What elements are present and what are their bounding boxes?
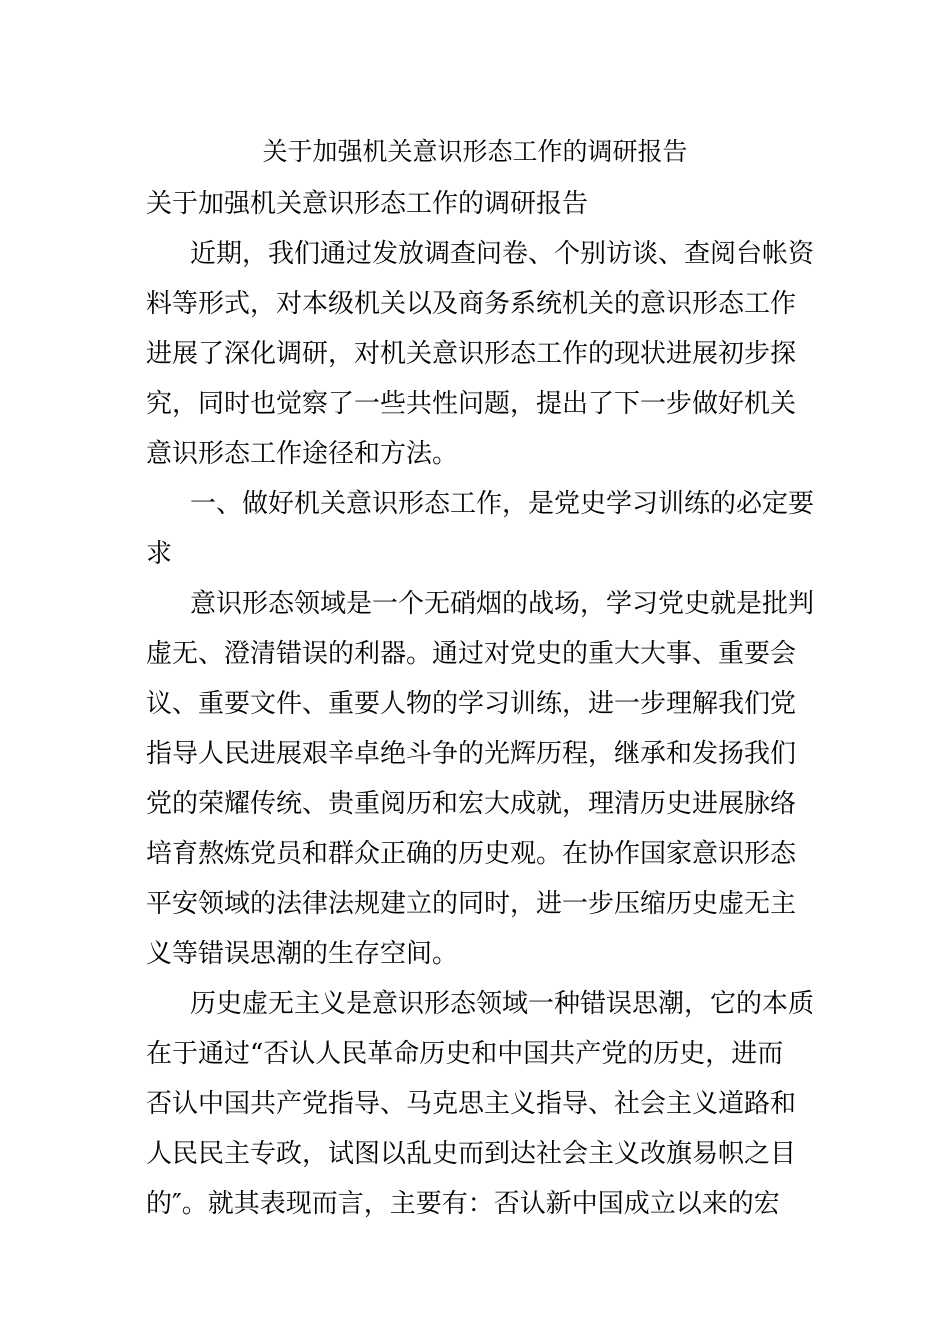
text-line: 培育熬炼党员和群众正确的历史观。在协作国家意识形态 bbox=[146, 839, 797, 869]
text-line: 意识形态工作途径和方法。 bbox=[146, 439, 459, 469]
text-line: 在于通过“否认人民革命历史和中国共产党的历史，进而 bbox=[146, 1039, 784, 1069]
text-line: 求 bbox=[146, 539, 173, 569]
text-line: 议、重要文件、重要人物的学习训练，进一步理解我们党 bbox=[146, 689, 797, 719]
text-line: 历史虚无主义是意识形态领域一种错误思潮，它的本质 bbox=[190, 989, 815, 1019]
text-line: 人民民主专政，试图以乱史而到达社会主义改旗易帜之目 bbox=[146, 1139, 797, 1169]
text-line: 意识形态领域是一个无硝烟的战场，学习党史就是批判 bbox=[190, 589, 815, 619]
text-line: 料等形式，对本级机关以及商务系统机关的意识形态工作 bbox=[146, 289, 797, 319]
document-title: 关于加强机关意识形态工作的调研报告 bbox=[262, 137, 688, 166]
document-subtitle: 关于加强机关意识形态工作的调研报告 bbox=[146, 189, 589, 219]
text-line: 究，同时也觉察了一些共性问题，提出了下一步做好机关 bbox=[146, 389, 797, 419]
text-line: 党的荣耀传统、贵重阅历和宏大成就，理清历史进展脉络 bbox=[146, 789, 797, 819]
text-line: 的″。就其表现而言，主要有：否认新中国成立以来的宏 bbox=[146, 1189, 780, 1219]
text-line: 近期，我们通过发放调查问卷、个别访谈、查阅台帐资 bbox=[190, 239, 815, 269]
text-line: 平安领域的法律法规建立的同时，进一步压缩历史虚无主 bbox=[146, 889, 797, 919]
text-line: 虚无、澄清错误的利器。通过对党史的重大大事、重要会 bbox=[146, 639, 797, 669]
text-line: 进展了深化调研，对机关意识形态工作的现状进展初步探 bbox=[146, 339, 797, 369]
text-line: 义等错误思潮的生存空间。 bbox=[146, 939, 459, 969]
text-line: 否认中国共产党指导、马克思主义指导、社会主义道路和 bbox=[146, 1089, 797, 1119]
text-line: 一、做好机关意识形态工作，是党史学习训练的必定要 bbox=[190, 489, 815, 519]
text-line: 指导人民进展艰辛卓绝斗争的光辉历程，继承和发扬我们 bbox=[146, 739, 797, 769]
